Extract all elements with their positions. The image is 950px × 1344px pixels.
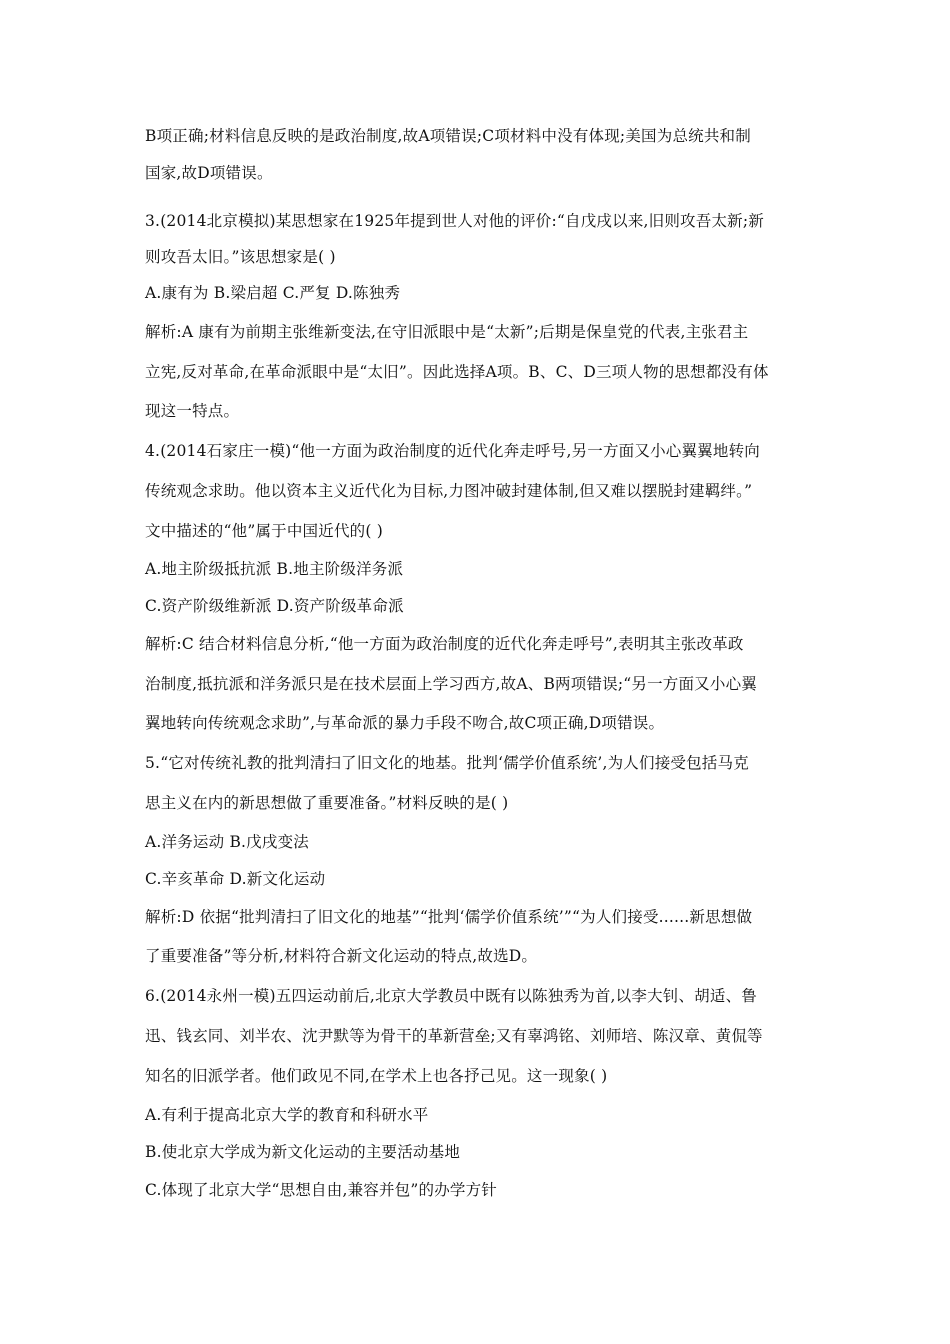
question-4-stem: 传统观念求助。他以资本主义近代化为目标,力图冲破封建体制,但又难以摆脱封建羁绊。” [145,482,753,500]
text-line: 国家,故D项错误。 [145,164,273,182]
question-3-analysis: 解析:A 康有为前期主张维新变法,在守旧派眼中是“太新”;后期是保皇党的代表,主张君主 [145,323,749,341]
question-5-options: C.辛亥革命 D.新文化运动 [145,870,326,888]
text-line: B项正确;材料信息反映的是政治制度,故A项错误;C项材料中没有体现;美国为总统共和制 [145,127,751,145]
question-3-stem: 3.(2014北京模拟)某思想家在1925年提到世人对他的评价:“自戊戌以来,旧则攻吾太新;新 [145,212,764,230]
question-5-options: A.洋务运动 B.戊戌变法 [145,833,309,851]
question-6-option-a: A.有利于提高北京大学的教育和科研水平 [145,1106,429,1124]
question-6-option-c: C.体现了北京大学“思想自由,兼容并包”的办学方针 [145,1181,498,1199]
question-3-stem: 则攻吾太旧。”该思想家是( ) [145,248,336,266]
question-4-options: A.地主阶级抵抗派 B.地主阶级洋务派 [145,560,404,578]
question-4-stem: 4.(2014石家庄一模)“他一方面为政治制度的近代化奔走呼号,另一方面又小心翼翼地转向 [145,442,760,460]
question-6-option-b: B.使北京大学成为新文化运动的主要活动基地 [145,1143,461,1161]
question-5-stem: 思主义在内的新思想做了重要准备。”材料反映的是( ) [145,794,509,812]
question-4-stem: 文中描述的“他”属于中国近代的( ) [145,522,383,540]
question-5-analysis: 了重要准备”等分析,材料符合新文化运动的特点,故选D。 [145,947,538,965]
question-4-analysis: 治制度,抵抗派和洋务派只是在技术层面上学习西方,故A、B两项错误;“另一方面又小心翼 [145,675,757,693]
question-3-analysis: 现这一特点。 [145,402,240,420]
question-5-analysis: 解析:D 依据“批判清扫了旧文化的地基”“批判‘儒学价值系统’”“为人们接受......新思想做 [145,908,753,926]
question-6-stem: 迅、钱玄同、刘半农、沈尹默等为骨干的革新营垒;又有辜鸿铭、刘师培、陈汉章、黄侃等 [145,1027,763,1045]
question-4-analysis: 解析:C 结合材料信息分析,“他一方面为政治制度的近代化奔走呼号”,表明其主张改革政 [145,635,744,653]
question-6-stem: 知名的旧派学者。他们政见不同,在学术上也各抒己见。这一现象( ) [145,1067,608,1085]
question-4-analysis: 翼地转向传统观念求助”,与革命派的暴力手段不吻合,故C项正确,D项错误。 [145,714,665,732]
question-4-options: C.资产阶级维新派 D.资产阶级革命派 [145,597,404,615]
question-3-options: A.康有为 B.梁启超 C.严复 D.陈独秀 [145,284,401,302]
question-6-stem: 6.(2014永州一模)五四运动前后,北京大学教员中既有以陈独秀为首,以李大钊、胡适、鲁 [145,987,757,1005]
question-3-analysis: 立宪,反对革命,在革命派眼中是“太旧”。因此选择A项。B、C、D三项人物的思想都没有体 [145,363,769,381]
question-5-stem: 5.“它对传统礼教的批判清扫了旧文化的地基。批判‘儒学价值系统’,为人们接受包括马克 [145,754,749,772]
